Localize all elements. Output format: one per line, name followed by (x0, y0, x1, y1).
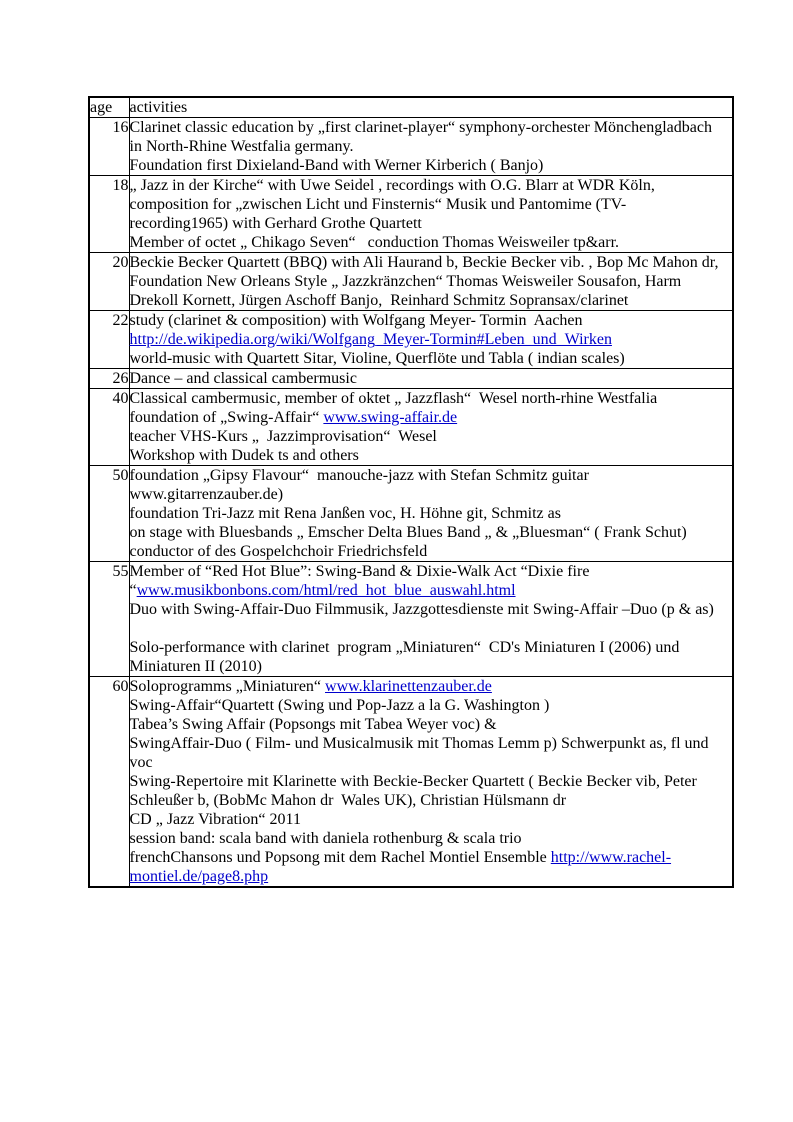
activities-cell (129, 677, 733, 888)
hyperlink[interactable]: http://de.wikipedia.org/wiki/Wolfgang_Meyer-Tormin#Leben_und_Wirken (129, 331, 612, 348)
text-line (130, 233, 733, 252)
text-segment: in North-Rhine Westfalia germany. (129, 138, 354, 155)
text-line (130, 600, 733, 619)
hyperlink[interactable]: www.musikbonbons.com/html/red_hot_blue_auswahl.html (136, 582, 516, 599)
hyperlink[interactable]: http://www.rachel- (550, 849, 672, 866)
text-line (130, 176, 733, 195)
text-segment: Classical cambermusic, member of oktet „ Jazzflash“ Wesel north-rhine Westfalia (129, 390, 658, 407)
age-cell: 26 (89, 369, 129, 389)
text-line (130, 446, 733, 465)
text-line (130, 466, 733, 485)
activities-cell (129, 369, 733, 389)
age-cell: 50 (89, 466, 129, 562)
age-cell: 22 (89, 311, 129, 369)
text-line (130, 389, 733, 408)
text-line (130, 810, 733, 829)
table-row (89, 389, 733, 466)
text-segment: Schleußer b, (BobMc Mahon dr Wales UK), Christian Hülsmann dr (129, 792, 567, 809)
text-line (130, 657, 733, 676)
text-segment: Workshop with Dudek ts and others (129, 447, 359, 464)
text-segment: Swing-Repertoire mit Klarinette with Beckie-Becker Quartett ( Beckie Becker vib, Peter (129, 773, 697, 790)
text-line (130, 214, 733, 233)
text-segment: www.gitarrenzauber.de) (129, 486, 284, 503)
hyperlink[interactable]: www.klarinettenzauber.de (325, 678, 492, 695)
text-line (130, 772, 733, 791)
text-segment: Member of “Red Hot Blue”: Swing-Band & Dixie-Walk Act “Dixie fire (129, 563, 590, 580)
text-segment: Foundation first Dixieland-Band with Werner Kirberich ( Banjo) (129, 157, 544, 174)
activities-cell (129, 389, 733, 466)
text-line (130, 829, 733, 848)
age-cell: 16 (89, 118, 129, 176)
text-line (130, 677, 733, 696)
text-line (130, 137, 733, 156)
text-line (130, 195, 733, 214)
text-line (130, 485, 733, 504)
text-segment: CD „ Jazz Vibration“ 2011 (129, 811, 301, 828)
biography-table (88, 96, 734, 888)
text-segment: foundation Tri-Jazz mit Rena Janßen voc, H. Höhne git, Schmitz as (129, 505, 561, 522)
text-segment: Clarinet classic education by „first clarinet-player“ symphony-orchester Mönchengladbach (129, 119, 712, 136)
text-line (130, 311, 733, 330)
text-segment: SwingAffair-Duo ( Film- und Musicalmusik mit Thomas Lemm p) Schwerpunkt as, fl und (129, 735, 709, 752)
text-line (130, 369, 733, 388)
text-line (130, 408, 733, 427)
text-line (130, 867, 733, 886)
activities-cell (129, 311, 733, 369)
hyperlink[interactable]: montiel.de/page8.php (129, 868, 269, 885)
text-line (130, 581, 733, 600)
text-line (130, 523, 733, 542)
text-segment: study (clarinet & composition) with Wolfgang Meyer- Tormin Aachen (129, 312, 583, 329)
text-line (130, 156, 733, 175)
activities-cell (129, 176, 733, 253)
table-row (89, 176, 733, 253)
text-segment: Miniaturen II (2010) (129, 658, 262, 675)
text-line (130, 562, 733, 581)
text-line (130, 118, 733, 137)
text-line (130, 253, 733, 272)
text-line (130, 291, 733, 310)
text-segment: Member of octet „ Chikago Seven“ conduction Thomas Weisweiler tp&arr. (129, 234, 620, 251)
column-header-age: age (89, 97, 129, 118)
text-line (130, 791, 733, 810)
text-segment: recording1965) with Gerhard Grothe Quartett (129, 215, 422, 232)
text-line (130, 427, 733, 446)
table-body (89, 118, 733, 888)
table-row (89, 562, 733, 677)
table-row (89, 253, 733, 311)
table-row (89, 369, 733, 389)
text-line (130, 734, 733, 753)
text-line (130, 848, 733, 867)
text-segment: Soloprogramms „Miniaturen“ (129, 678, 326, 695)
text-segment: world-music with Quartett Sitar, Violine, Querflöte und Tabla ( indian scales) (129, 350, 625, 367)
text-segment: Beckie Becker Quartett (BBQ) with Ali Haurand b, Beckie Becker vib. , Bop Mc Mahon dr, (129, 254, 719, 271)
age-cell: 55 (89, 562, 129, 677)
text-segment: Duo with Swing-Affair-Duo Filmmusik, Jazzgottesdienste mit Swing-Affair –Duo (p & as) (129, 601, 714, 618)
text-line (130, 715, 733, 734)
activities-cell (129, 562, 733, 677)
text-segment: conductor of des Gospelchchoir Friedrichsfeld (129, 543, 428, 560)
text-segment: Solo-performance with clarinet program „Miniaturen“ CD's Miniaturen I (2006) und (129, 639, 680, 656)
text-segment: Tabea’s Swing Affair (Popsongs mit Tabea Weyer voc) & (129, 716, 497, 733)
text-segment: Dance – and classical cambermusic (129, 370, 357, 387)
text-segment: Drekoll Kornett, Jürgen Aschoff Banjo, Reinhard Schmitz Sopransax/clarinet (129, 292, 629, 309)
activities-cell (129, 118, 733, 176)
text-segment: session band: scala band with daniela rothenburg & scala trio (129, 830, 522, 847)
text-segment: foundation of „Swing-Affair“ (129, 409, 324, 426)
table-row (89, 118, 733, 176)
activities-cell (129, 253, 733, 311)
text-segment: composition for „zwischen Licht und Finsternis“ Musik und Pantomime (TV- (129, 196, 627, 213)
text-line (130, 638, 733, 657)
age-cell: 18 (89, 176, 129, 253)
age-cell: 60 (89, 677, 129, 888)
text-line (130, 349, 733, 368)
text-line (130, 619, 733, 638)
text-line (130, 696, 733, 715)
text-line (130, 330, 733, 349)
table-row (89, 677, 733, 888)
header-row (89, 97, 733, 118)
text-line (130, 542, 733, 561)
text-segment: foundation „Gipsy Flavour“ manouche-jazz with Stefan Schmitz guitar (129, 467, 589, 484)
text-segment: “ (129, 582, 137, 599)
text-segment: „ Jazz in der Kirche“ with Uwe Seidel , recordings with O.G. Blarr at WDR Köln, (129, 177, 655, 194)
text-segment: frenchChansons und Popsong mit dem Rachel Montiel Ensemble (129, 849, 551, 866)
text-line (130, 272, 733, 291)
text-line (130, 504, 733, 523)
activities-cell (129, 466, 733, 562)
text-segment: voc (129, 754, 153, 771)
age-cell: 40 (89, 389, 129, 466)
table-row (89, 466, 733, 562)
hyperlink[interactable]: www.swing-affair.de (323, 409, 458, 426)
text-line (130, 753, 733, 772)
text-segment: on stage with Bluesbands „ Emscher Delta Blues Band „ & „Bluesman“ ( Frank Schut) (129, 524, 687, 541)
text-segment: teacher VHS-Kurs „ Jazzimprovisation“ Wesel (129, 428, 437, 445)
age-cell: 20 (89, 253, 129, 311)
table-row (89, 311, 733, 369)
text-segment: Foundation New Orleans Style „ Jazzkränzchen“ Thomas Weisweiler Sousafon, Harm (129, 273, 682, 290)
text-segment: Swing-Affair“Quartett (Swing und Pop-Jazz a la G. Washington ) (129, 697, 550, 714)
table-header (89, 97, 733, 118)
column-header-activities: activities (129, 97, 733, 118)
